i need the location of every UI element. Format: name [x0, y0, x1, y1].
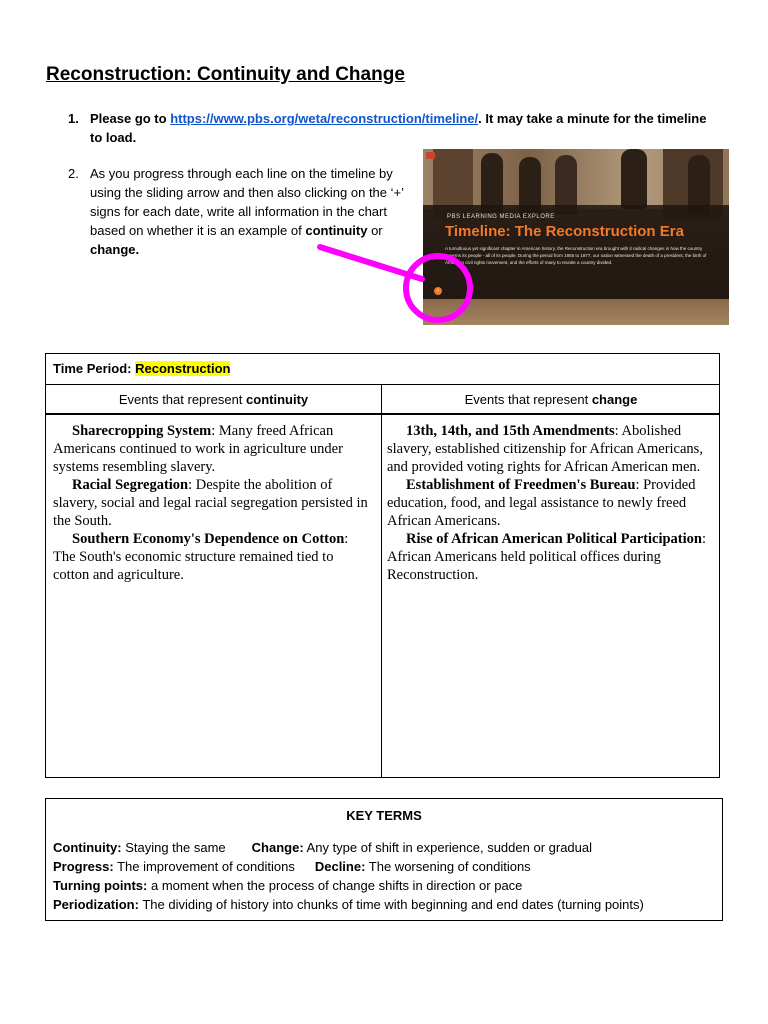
- key-terms-box: [45, 798, 723, 921]
- continuity-change-chart: [45, 353, 720, 778]
- timeline-screenshot: [423, 149, 729, 325]
- step-1-number: 1.: [68, 111, 79, 126]
- instruction-step-2: [68, 164, 408, 259]
- chart-header-row: [46, 385, 719, 415]
- change-term: Rise of African American Political Participation: [406, 531, 702, 547]
- time-period-label: Time Period:: [53, 361, 136, 376]
- periodization-definition: The dividing of history into chunks of time with beginning and end dates (turning points): [138, 897, 644, 912]
- continuity-term: Southern Economy's Dependence on Cotton: [72, 531, 345, 547]
- page-title: Reconstruction: Continuity and Change: [46, 64, 405, 85]
- continuity-header-bold: continuity: [246, 392, 309, 407]
- change-header-prefix: Events that represent: [464, 392, 592, 407]
- change-definition: Any type of shift in experience, sudden or gradual: [303, 840, 593, 855]
- continuity-header-prefix: Events that represent: [118, 392, 247, 407]
- decline-term: Decline:: [314, 859, 366, 874]
- continuity-item: [53, 530, 373, 584]
- photo-ground: [423, 299, 729, 325]
- key-terms-title: KEY TERMS: [346, 808, 422, 823]
- time-period-value: Reconstruction: [135, 361, 231, 376]
- photo-person: [621, 149, 647, 209]
- change-header-bold: change: [591, 392, 638, 407]
- change-term: Establishment of Freedmen's Bureau: [406, 477, 636, 493]
- periodization-term: Periodization:: [53, 897, 139, 912]
- screenshot-kicker: PBS LEARNING MEDIA EXPLORE: [447, 214, 555, 220]
- step-2-number: 2.: [68, 166, 79, 181]
- step-1-prefix: Please go to: [90, 111, 171, 126]
- progress-term: Progress:: [53, 859, 114, 874]
- arrow-next-icon: ›: [434, 287, 442, 295]
- progress-definition: The improvement of conditions: [113, 859, 295, 874]
- instruction-step-1: [68, 109, 708, 147]
- continuity-desc: : The South's economic structure remained tied to cotton and agriculture.: [53, 531, 349, 583]
- column-divider: [381, 385, 382, 777]
- continuity-term: Continuity:: [53, 840, 122, 855]
- change-term: 13th, 14th, and 15th Amendments: [406, 423, 615, 439]
- change-term: Change:: [251, 840, 304, 855]
- key-terms-line-4: [53, 897, 644, 912]
- continuity-definition: Staying the same: [121, 840, 226, 855]
- continuity-item: [53, 422, 373, 476]
- continuity-term: Sharecropping System: [72, 423, 212, 439]
- change-item: [387, 476, 713, 530]
- continuity-item: [53, 476, 373, 530]
- timeline-link[interactable]: https://www.pbs.org/weta/reconstruction/timeline/: [170, 111, 479, 126]
- continuity-term: Racial Segregation: [72, 477, 189, 493]
- change-item: [387, 422, 713, 476]
- screenshot-headline: Timeline: The Reconstruction Era: [445, 223, 684, 240]
- decline-definition: The worsening of conditions: [365, 859, 531, 874]
- time-period-row: [46, 354, 719, 385]
- photo-person: [481, 153, 503, 213]
- step-2-text-b: or: [367, 223, 383, 238]
- continuity-desc: : Despite the abolition of slavery, social and legal racial segregation persisted in the South.: [53, 477, 368, 529]
- step-2-change: change.: [90, 242, 140, 257]
- change-header: [382, 385, 720, 413]
- continuity-desc: : Many freed African Americans continued to work in agriculture under systems resembling slavery.: [53, 423, 343, 475]
- step-2-continuity: continuity: [305, 223, 368, 238]
- turning-points-definition: a moment when the process of change shifts in direction or pace: [147, 878, 523, 893]
- key-terms-line-1: [53, 840, 592, 855]
- change-desc: : Provided education, food, and legal assistance to newly freed African Americans.: [387, 477, 696, 529]
- continuity-header: [46, 385, 381, 413]
- step-1-suffix: . It may take a minute for the timeline to load.: [90, 111, 707, 145]
- change-desc: : Abolished slavery, established citizenship for African Americans, and provided voting rights for African American men.: [387, 423, 703, 475]
- key-terms-line-2: [53, 859, 531, 874]
- turning-points-term: Turning points:: [53, 878, 148, 893]
- pbs-badge-icon: [426, 152, 435, 159]
- key-terms-line-3: [53, 878, 522, 893]
- change-desc: : African Americans held political offices during Reconstruction.: [387, 531, 707, 583]
- change-column: [387, 422, 713, 584]
- screenshot-blurb: A tumultuous yet significant chapter in American history, the Reconstruction era brought with it radical changes in how the country governs its people - all of its people. During the period from 1865 to 1877, our nation witnessed the death of a president, the birth of American civil rights movement, and the efforts of many to reunite a country divided.: [445, 246, 707, 265]
- continuity-column: [53, 422, 373, 584]
- step-2-text-a: As you progress through each line on the timeline by using the sliding arrow and then also clicking on the ‘+’ signs for each date, write all information in the chart based on whether it is an example of: [90, 166, 404, 238]
- change-item: [387, 530, 713, 584]
